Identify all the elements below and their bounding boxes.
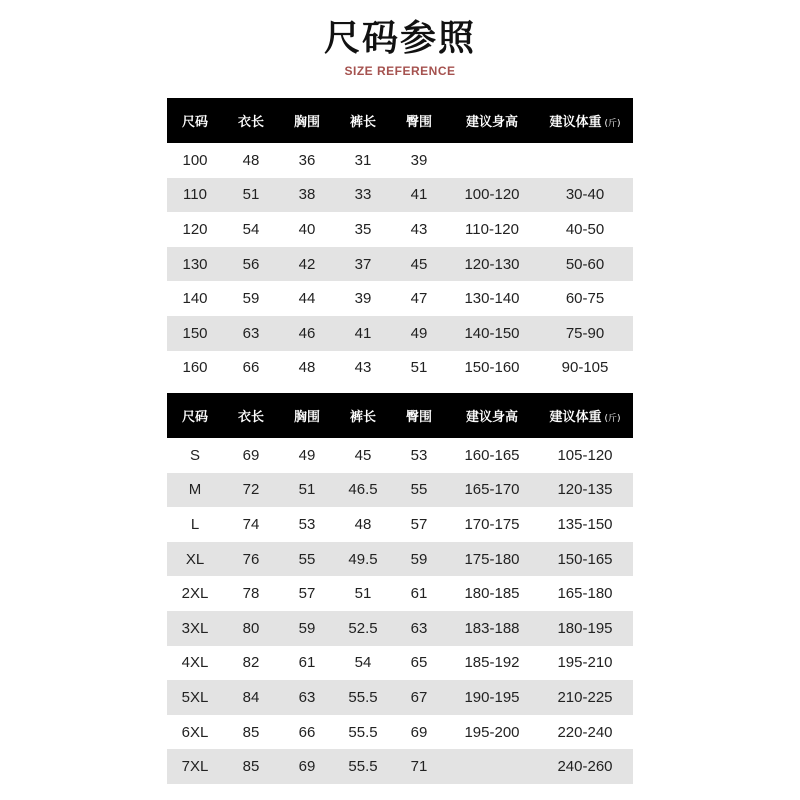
table-cell: 220-240 <box>557 723 613 741</box>
table-row <box>167 611 633 646</box>
table-row <box>167 247 633 282</box>
header-size: 尺码 <box>181 410 208 425</box>
table-cell: 51 <box>242 186 260 204</box>
table-cell: 69 <box>242 446 260 464</box>
table-cell: 140-150 <box>464 324 520 342</box>
table-cell: 110 <box>183 186 207 204</box>
kids-size-table <box>167 98 633 385</box>
table-cell: 76 <box>242 550 260 568</box>
table-cell: 75-90 <box>565 324 605 342</box>
table-cell: 165-180 <box>557 585 613 603</box>
table-cell: 55.5 <box>348 688 378 706</box>
table-cell: 71 <box>410 758 428 776</box>
table-cell: 36 <box>298 151 316 169</box>
table-cell: 63 <box>242 324 260 342</box>
table-cell: 72 <box>242 481 260 499</box>
table-cell: 61 <box>410 585 428 603</box>
table-cell: 66 <box>298 723 316 741</box>
table-cell: 150-165 <box>557 550 613 568</box>
table-row <box>167 507 633 542</box>
header-length: 衣长 <box>237 410 264 425</box>
table-cell: 38 <box>298 186 316 204</box>
table-cell: 66 <box>242 359 260 377</box>
table-row <box>167 438 633 473</box>
table-cell: 3XL <box>181 619 209 637</box>
table-cell: 49.5 <box>348 550 378 568</box>
table-cell: 195-200 <box>464 723 520 741</box>
table-cell: 63 <box>298 688 316 706</box>
table-cell: 195-210 <box>557 654 613 672</box>
table-cell: 7XL <box>181 758 209 776</box>
table-cell: 40 <box>298 220 316 238</box>
table-cell: M <box>188 481 202 499</box>
table-cell: 175-180 <box>464 550 520 568</box>
table-cell: 54 <box>354 654 372 672</box>
table-cell: 63 <box>410 619 428 637</box>
header-height: 建议身高 <box>465 410 518 425</box>
header-weight-label: 建议体重 <box>549 115 602 130</box>
table-cell: 53 <box>410 446 428 464</box>
table-cell: 5XL <box>181 688 209 706</box>
table-cell: 51 <box>354 585 372 603</box>
header-hip: 臀围 <box>405 410 432 425</box>
table-cell: 46.5 <box>348 481 378 499</box>
header-weight <box>537 111 633 130</box>
table-cell: 4XL <box>181 654 209 672</box>
header-pants-length: 裤长 <box>349 115 376 130</box>
table-cell: 60-75 <box>565 290 605 308</box>
table-cell: 46 <box>298 324 316 342</box>
table-cell: 140 <box>182 290 208 308</box>
table-cell: 183-188 <box>464 619 520 637</box>
table-cell: 31 <box>354 151 372 169</box>
table-row <box>167 212 633 247</box>
table-cell: 33 <box>354 186 372 204</box>
header-height: 建议身高 <box>465 115 518 130</box>
table-cell: 55 <box>410 481 428 499</box>
table-cell: 69 <box>410 723 428 741</box>
table-cell: 45 <box>410 255 428 273</box>
table-cell: 67 <box>410 688 428 706</box>
table-cell: 160 <box>182 359 208 377</box>
table-cell: 55.5 <box>348 758 378 776</box>
table-cell: 180-195 <box>557 619 613 637</box>
table-cell: 47 <box>410 290 428 308</box>
table-cell: 105-120 <box>557 446 613 464</box>
table-cell: 82 <box>242 654 260 672</box>
table-cell: 150 <box>182 324 208 342</box>
table-cell: 48 <box>298 359 316 377</box>
table-cell: XL <box>185 550 205 568</box>
table-cell: 130-140 <box>464 290 520 308</box>
adult-size-table <box>167 393 633 784</box>
table-cell: 35 <box>354 220 372 238</box>
table-cell: 49 <box>298 446 316 464</box>
header-hip: 臀围 <box>405 115 432 130</box>
header-weight-label: 建议体重 <box>549 410 602 425</box>
table-cell: 180-185 <box>464 585 520 603</box>
table-row <box>167 281 633 316</box>
page-subtitle: SIZE REFERENCE <box>344 64 456 78</box>
table-cell: 51 <box>410 359 428 377</box>
table-cell: 43 <box>410 220 428 238</box>
table-cell: 48 <box>242 151 260 169</box>
table-cell: 85 <box>242 758 260 776</box>
table-cell: 85 <box>242 723 260 741</box>
table-cell: 135-150 <box>557 515 613 533</box>
table-cell: 74 <box>242 515 260 533</box>
header-chest: 胸围 <box>293 410 320 425</box>
table-cell: 185-192 <box>464 654 520 672</box>
table-cell: 110-120 <box>465 220 519 238</box>
table-cell: 30-40 <box>565 186 605 204</box>
table-cell: 150-160 <box>464 359 520 377</box>
header-weight <box>537 406 633 425</box>
table-cell: 55.5 <box>348 723 378 741</box>
table-row <box>167 178 633 213</box>
header-length: 衣长 <box>237 115 264 130</box>
table-cell: 61 <box>298 654 316 672</box>
table-cell: 120-130 <box>464 255 520 273</box>
table-cell: 6XL <box>181 723 209 741</box>
table-cell: 120-135 <box>557 481 613 499</box>
table-cell: 80 <box>242 619 260 637</box>
page-title: 尺码参照 <box>323 18 476 59</box>
table-cell: 57 <box>410 515 428 533</box>
table-cell: 130 <box>182 255 208 273</box>
header-pants-length: 裤长 <box>349 410 376 425</box>
table-cell: 49 <box>410 324 428 342</box>
table-cell: 56 <box>242 255 260 273</box>
table-row <box>167 542 633 577</box>
table-cell: 37 <box>354 255 372 273</box>
table-cell: 44 <box>298 290 316 308</box>
table-header <box>167 98 633 143</box>
table-row <box>167 576 633 611</box>
table-cell: 41 <box>410 186 428 204</box>
table-cell: 54 <box>242 220 260 238</box>
table-cell: 51 <box>298 481 316 499</box>
table-row <box>167 749 633 784</box>
table-cell: 53 <box>298 515 316 533</box>
header-weight-unit: (斤) <box>604 119 621 129</box>
table-cell: 45 <box>354 446 372 464</box>
table-cell: 2XL <box>181 585 209 603</box>
table-header <box>167 393 633 438</box>
table-row <box>167 143 633 178</box>
table-row <box>167 351 633 386</box>
table-cell: 39 <box>410 151 428 169</box>
table-cell: 43 <box>354 359 372 377</box>
table-cell: 52.5 <box>348 619 378 637</box>
table-cell: 165-170 <box>464 481 520 499</box>
table-cell: 65 <box>410 654 428 672</box>
table-row <box>167 473 633 508</box>
table-cell: 210-225 <box>557 688 613 706</box>
table-cell: 50-60 <box>565 255 605 273</box>
table-cell: 59 <box>298 619 316 637</box>
table-cell: 190-195 <box>464 688 520 706</box>
table-cell: 84 <box>242 688 260 706</box>
table-cell: 55 <box>298 550 316 568</box>
table-cell: 48 <box>354 515 372 533</box>
table-row <box>167 680 633 715</box>
header-chest: 胸围 <box>293 115 320 130</box>
table-row <box>167 646 633 681</box>
table-cell: 170-175 <box>464 515 520 533</box>
table-cell: 39 <box>354 290 372 308</box>
table-row <box>167 715 633 750</box>
header-size: 尺码 <box>181 115 208 130</box>
table-row <box>167 316 633 351</box>
table-cell: 100 <box>182 151 208 169</box>
table-cell: 42 <box>298 255 316 273</box>
table-cell: 78 <box>242 585 260 603</box>
table-cell: 41 <box>354 324 372 342</box>
table-cell: 40-50 <box>565 220 605 238</box>
table-cell: 120 <box>182 220 208 238</box>
table-cell: 90-105 <box>561 359 609 377</box>
table-cell: 59 <box>410 550 428 568</box>
table-cell: 69 <box>298 758 316 776</box>
table-cell: 57 <box>298 585 316 603</box>
table-body <box>167 438 633 784</box>
table-body <box>167 143 633 385</box>
table-cell: 160-165 <box>464 446 520 464</box>
header-weight-unit: (斤) <box>604 414 621 424</box>
table-cell: 240-260 <box>557 758 613 776</box>
table-cell: L <box>190 515 200 533</box>
table-cell: 59 <box>242 290 260 308</box>
table-cell: S <box>189 446 200 464</box>
table-cell: 100-120 <box>464 186 520 204</box>
